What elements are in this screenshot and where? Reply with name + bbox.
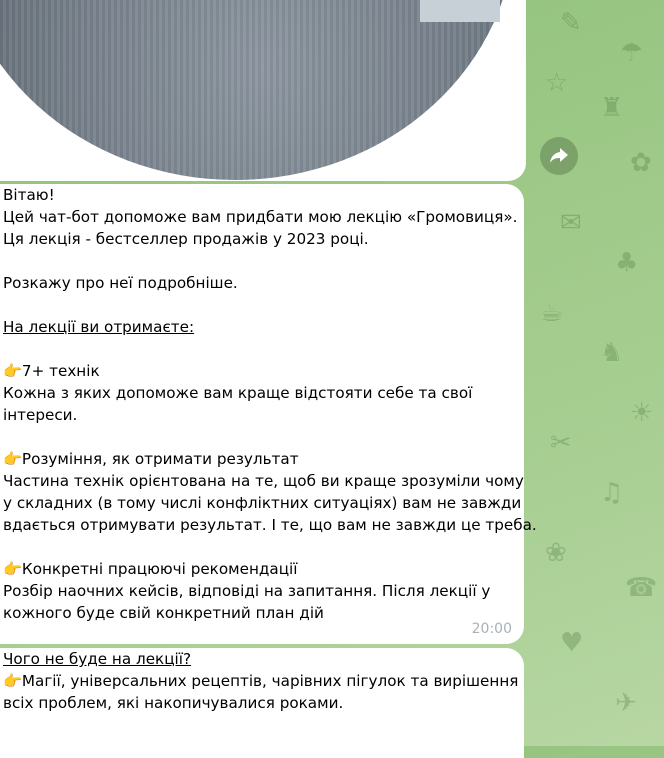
message-line: 👉7+ технік <box>3 362 100 380</box>
chat-background-pattern: ✎ ☂ ☆ ♜ ✿ ✉ ♣ ☕ ♞ ☀ ✂ ♫ ❀ ☎ ♥ ✈ <box>540 8 658 718</box>
message-line: Вітаю! <box>3 186 55 204</box>
message-line: Розбір наочних кейсів, відповіді на запитання. Після лекції у <box>3 582 491 600</box>
message-line <box>3 426 524 448</box>
message-bubble-2 <box>0 648 524 758</box>
message-line: Кожна з яких допоможе вам краще відстояти себе та свої <box>3 384 473 402</box>
profile-photo[interactable] <box>0 0 515 180</box>
message-line: Розкажу про неї подробніше. <box>3 274 238 292</box>
message-line <box>3 294 524 316</box>
message-bubble-1 <box>0 184 537 644</box>
photo-message-bubble <box>0 0 526 181</box>
message-line: вдається отримувати результат. І те, що вам не завжди це треба. <box>3 516 537 534</box>
forward-arrow-icon <box>549 147 569 165</box>
message-line: 👉Конкретні працюючі рекомендації <box>3 560 298 578</box>
message-line: Частина технік орієнтована на те, щоб ви краще зрозуміли чому <box>3 472 524 490</box>
message-line <box>3 536 524 558</box>
message-line: Цей чат-бот допоможе вам придбати мою лекцію «Громовиця». <box>3 208 518 226</box>
message-line <box>3 338 524 360</box>
forward-button[interactable] <box>540 137 578 175</box>
message-line: кожного буде свій конкретний план дій <box>3 604 324 622</box>
message-line: Ця лекція - бестселлер продажів у 2023 році. <box>3 230 369 248</box>
message-timestamp: 20:00 <box>471 621 512 637</box>
message-line: інтереси. <box>3 406 78 424</box>
message-heading: Чого не буде на лекції? <box>3 650 192 668</box>
message-line: у складних (в тому числі конфліктних ситуаціях) вам не завжди <box>3 494 522 512</box>
message-line: всіх проблем, які накопичувалися роками. <box>3 694 344 712</box>
message-line <box>3 250 524 272</box>
message-line: 👉Магії, універсальних рецептів, чарівних пігулок та вирішення <box>3 672 519 690</box>
message-heading: На лекції ви отримаєте: <box>3 318 195 336</box>
message-line: 👉Розуміння, як отримати результат <box>3 450 299 468</box>
